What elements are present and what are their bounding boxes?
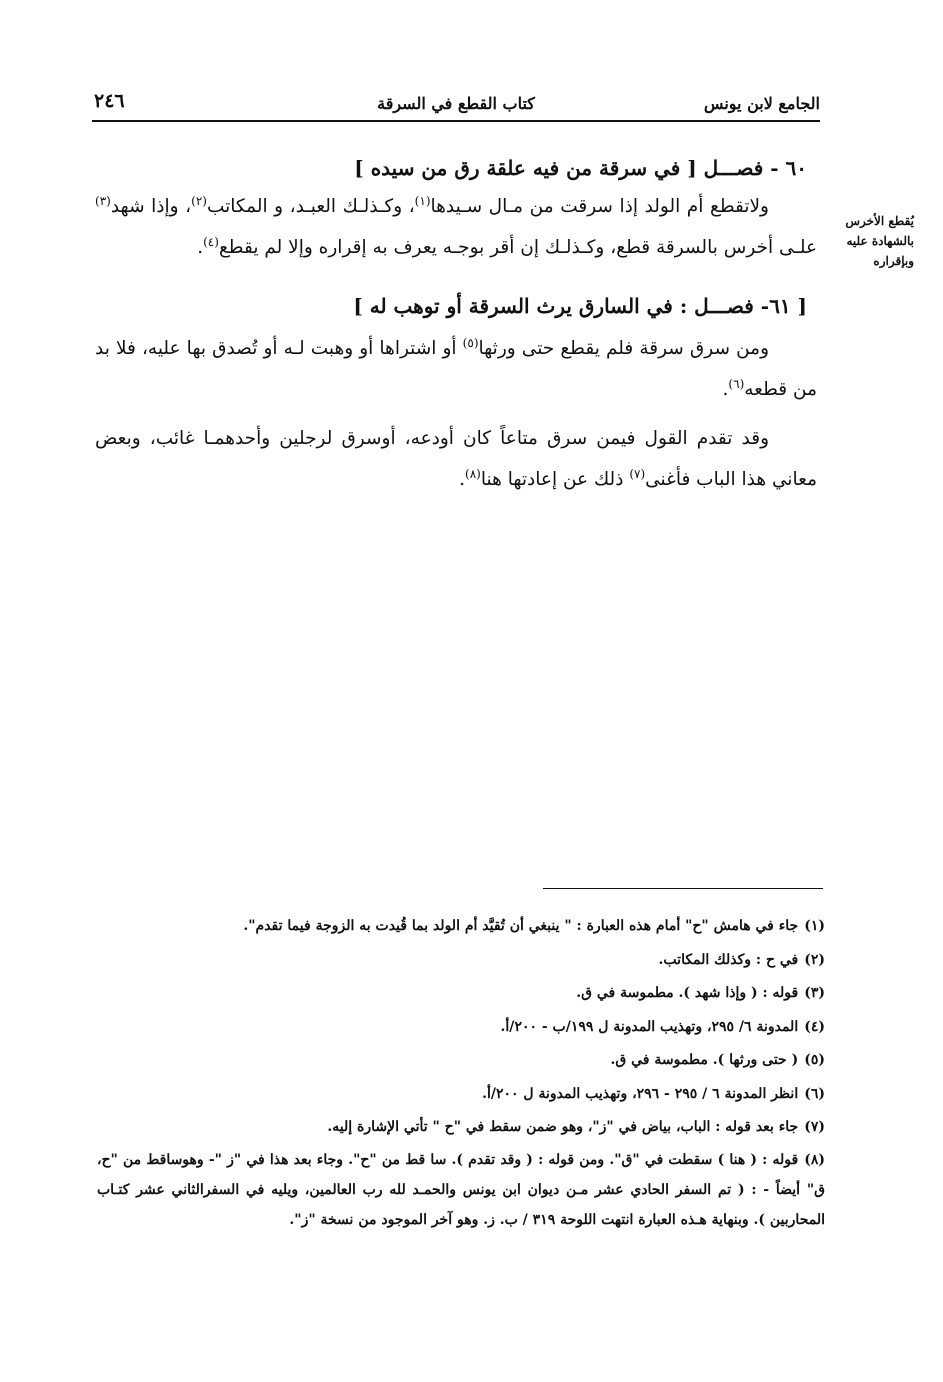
footnote-text: ( حتى ورثها ). مطموسة في ق. — [610, 1052, 799, 1068]
margin-note-line: يُقطع الأخرس — [845, 214, 914, 228]
footnote-ref: (٢) — [191, 193, 207, 208]
text-run: ذلك عن إعادتها هنا — [480, 469, 630, 490]
footnote — [97, 1044, 825, 1078]
margin-note-line: وبإقراره — [873, 254, 914, 268]
footnote-text: قوله : ( هنا ) سقطت في "ق". ومن قوله : ( وقد تقدم ). سا قط من "ح". وجاء بعد هذا في "ز "- وهوساقط من "ح، ق" أيضاً - : ( تم السفر الحادي عشر مـن ديوان ابن يونس والحمـد لله رب العالمين، ويليه في السفرالثاني عشر كتـاب المحاربين ). وبنهاية هـذه العبارة انتهت اللوحة ٣١٩ / ب. ز. وهو آخر الموجود من نسخة "ز". — [97, 1151, 825, 1228]
chapter-title: كتاب القطع في السرقة — [377, 94, 535, 113]
footnote-ref: (٤) — [203, 234, 219, 249]
section-heading: [ ٦١- فصـــل : في السارق يرث السرقة أو توهب له ] — [353, 294, 807, 318]
footnote-number: (٦) — [804, 1085, 825, 1102]
footnote-ref: (٦) — [728, 376, 745, 391]
footnote-text: قوله : ( وإذا شهد ). مطموسة في ق. — [576, 985, 799, 1001]
footnote-number: (٥) — [804, 1052, 825, 1068]
footnote-number: (١) — [804, 918, 825, 934]
footnote-number: (٤) — [804, 1018, 825, 1035]
footnote-text: جاء بعد قوله : الباب، بياض في "ز"، وهو ضمن سقط في "ح " تأتي الإشارة إليه. — [327, 1119, 799, 1135]
footnotes — [97, 910, 825, 1235]
text-run: ولاتقطع أم الولد إذا سرقت من مـال سـيدها — [430, 196, 769, 217]
section-61 — [95, 288, 817, 500]
footnote-ref: (٨) — [465, 466, 481, 481]
footnote — [97, 910, 825, 944]
text-run: ، وكـذلـك العبـد، و المكاتب — [206, 196, 415, 217]
footnote-text: جاء في هامش "ح" أمام هذه العبارة : " ينبغي أن تُقيَّد أم الولد بما قُيدت به الزوجة فيما تقدم". — [243, 918, 799, 934]
footnote-ref: (١) — [414, 193, 431, 208]
footnote-text: انظر المدونة ٦ / ٢٩٥ - ٢٩٦، وتهذيب المدونة ل ٢٠٠/أ. — [482, 1085, 799, 1102]
footnote-ref: (٧) — [629, 466, 646, 481]
footnote-ref: (٣) — [95, 193, 111, 208]
footnote-number: (٨) — [804, 1151, 825, 1168]
paragraph — [95, 186, 817, 268]
footnote-text: المدونة ٦/ ٢٩٥، وتهذيب المدونة ل ١٩٩/ب - ٢٠٠/أ. — [500, 1018, 799, 1035]
footnote — [97, 1011, 825, 1045]
section-60 — [95, 150, 817, 268]
footnote — [97, 1145, 825, 1235]
text-run: ومن سرق سرقة فلم يقطع حتى ورثها — [478, 338, 769, 359]
text-run: ، وإذا شهد — [110, 196, 192, 217]
text-run: . — [722, 379, 729, 400]
text-run: علـى أخرس بالسرقة قطع، وكـذلـك إن أقر بوجـه يعرف به إقراره وإلا لم يقطع — [218, 237, 817, 258]
footnote — [97, 977, 825, 1011]
footnote-number: (٧) — [804, 1119, 825, 1135]
margin-note — [830, 211, 914, 271]
footnote — [97, 1078, 825, 1112]
text-run: وقد تقدم القول فيمن سرق متاعاً كان أودعه، أوسرق لرجلين وأحدهمـا غائب، وبعض معاني هذا الباب فأغنى — [95, 428, 817, 490]
running-header — [92, 92, 820, 122]
footnote — [97, 944, 825, 978]
text-run: . — [459, 469, 466, 490]
text-run: . — [197, 237, 204, 258]
main-text — [95, 150, 817, 500]
footnote-ref: (٥) — [462, 335, 479, 350]
footnote-divider — [543, 888, 823, 889]
paragraph — [95, 328, 817, 410]
book-title: الجامع لابن يونس — [703, 94, 820, 113]
margin-note-line: بالشهادة عليه — [846, 234, 914, 248]
footnote-number: (٢) — [804, 951, 825, 968]
page-number: ٢٤٦ — [94, 90, 125, 112]
footnote — [97, 1111, 825, 1145]
text-run: أو اشتراها أو وهبت لـه أو تُصدق بها عليه، فلا بد من قطعه — [95, 338, 817, 400]
footnote-text: في ح : وكذلك المكاتب. — [658, 951, 799, 968]
footnote-number: (٣) — [804, 985, 825, 1001]
section-heading: ٦٠ - فصـــل [ في سرقة من فيه علقة رق من سيده ] — [354, 156, 807, 180]
paragraph — [95, 418, 817, 500]
